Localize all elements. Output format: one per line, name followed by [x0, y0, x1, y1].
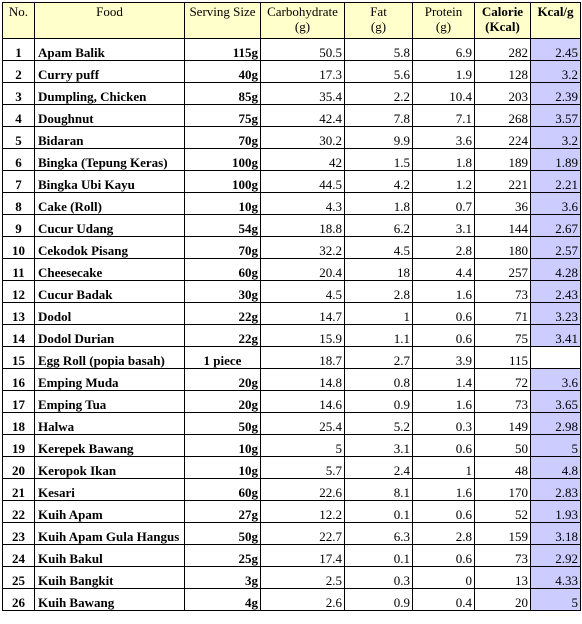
serving-size: 4g [185, 589, 261, 611]
food-name: Kuih Bawang [35, 589, 185, 611]
kcal-per-g-value: 2.39 [531, 83, 581, 105]
fat-value: 1.5 [345, 149, 413, 171]
carbohydrate-value: 14.8 [261, 369, 345, 391]
table-row [3, 391, 581, 413]
row-number: 5 [3, 127, 35, 149]
protein-value: 0.3 [413, 413, 475, 435]
table-row [3, 413, 581, 435]
table-row [3, 347, 581, 369]
kcal-per-g-value: 2.83 [531, 479, 581, 501]
header-no: No. [3, 3, 35, 39]
food-name: Dumpling, Chicken [35, 83, 185, 105]
food-name: Kuih Bakul [35, 545, 185, 567]
protein-value: 0.6 [413, 435, 475, 457]
calorie-value: 128 [475, 61, 531, 83]
carbohydrate-value: 14.7 [261, 303, 345, 325]
table-row [3, 479, 581, 501]
protein-value: 3.6 [413, 127, 475, 149]
kcal-per-g-value [531, 347, 581, 369]
row-number: 19 [3, 435, 35, 457]
header-carbohydrate [261, 3, 345, 39]
food-name: Apam Balik [35, 39, 185, 61]
calorie-value: 221 [475, 171, 531, 193]
table-row [3, 127, 581, 149]
row-number: 4 [3, 105, 35, 127]
food-name: Kerepek Bawang [35, 435, 185, 457]
food-name: Kuih Apam Gula Hangus [35, 523, 185, 545]
kcal-per-g-value: 3.6 [531, 369, 581, 391]
protein-value: 0.6 [413, 501, 475, 523]
table-row [3, 237, 581, 259]
kcal-per-g-value: 3.57 [531, 105, 581, 127]
kcal-per-g-value: 2.57 [531, 237, 581, 259]
serving-size: 100g [185, 149, 261, 171]
table-row [3, 435, 581, 457]
row-number: 21 [3, 479, 35, 501]
row-number: 3 [3, 83, 35, 105]
kcal-per-g-value: 3.23 [531, 303, 581, 325]
carbohydrate-value: 35.4 [261, 83, 345, 105]
row-number: 9 [3, 215, 35, 237]
food-name: Dodol Durian [35, 325, 185, 347]
serving-size: 10g [185, 435, 261, 457]
table-row [3, 523, 581, 545]
table-row [3, 193, 581, 215]
serving-size: 25g [185, 545, 261, 567]
serving-size: 30g [185, 281, 261, 303]
row-number: 13 [3, 303, 35, 325]
calorie-value: 170 [475, 479, 531, 501]
nutrition-table [2, 2, 581, 611]
serving-size: 10g [185, 457, 261, 479]
food-name: Bingka (Tepung Keras) [35, 149, 185, 171]
calorie-value: 48 [475, 457, 531, 479]
calorie-value: 282 [475, 39, 531, 61]
row-number: 26 [3, 589, 35, 611]
kcal-per-g-value: 2.45 [531, 39, 581, 61]
row-number: 20 [3, 457, 35, 479]
protein-value: 0.7 [413, 193, 475, 215]
fat-value: 18 [345, 259, 413, 281]
food-name: Kuih Apam [35, 501, 185, 523]
fat-value: 1.1 [345, 325, 413, 347]
header-calorie [475, 3, 531, 39]
calorie-value: 73 [475, 281, 531, 303]
protein-value: 1.6 [413, 391, 475, 413]
row-number: 18 [3, 413, 35, 435]
food-name: Keropok Ikan [35, 457, 185, 479]
carbohydrate-value: 5.7 [261, 457, 345, 479]
serving-size: 115g [185, 39, 261, 61]
carbohydrate-value: 30.2 [261, 127, 345, 149]
food-name: Bidaran [35, 127, 185, 149]
protein-value: 3.9 [413, 347, 475, 369]
serving-size: 10g [185, 193, 261, 215]
row-number: 1 [3, 39, 35, 61]
header-carbohydrate-label: Carbohydrate [267, 4, 338, 19]
fat-value: 0.9 [345, 391, 413, 413]
carbohydrate-value: 42.4 [261, 105, 345, 127]
fat-value: 2.4 [345, 457, 413, 479]
calorie-value: 189 [475, 149, 531, 171]
header-fat [345, 3, 413, 39]
fat-value: 2.8 [345, 281, 413, 303]
table-row [3, 171, 581, 193]
food-name: Curry puff [35, 61, 185, 83]
calorie-value: 50 [475, 435, 531, 457]
kcal-per-g-value: 1.89 [531, 149, 581, 171]
row-number: 15 [3, 347, 35, 369]
calorie-value: 149 [475, 413, 531, 435]
row-number: 22 [3, 501, 35, 523]
table-row [3, 501, 581, 523]
protein-value: 0.6 [413, 303, 475, 325]
calorie-value: 20 [475, 589, 531, 611]
serving-size: 1 piece [185, 347, 261, 369]
header-calorie-unit: (Kcal) [485, 19, 520, 34]
protein-value: 1.6 [413, 479, 475, 501]
carbohydrate-value: 2.6 [261, 589, 345, 611]
carbohydrate-value: 17.3 [261, 61, 345, 83]
row-number: 23 [3, 523, 35, 545]
kcal-per-g-value: 3.41 [531, 325, 581, 347]
protein-value: 0.4 [413, 589, 475, 611]
header-protein-label: Protein [424, 4, 463, 19]
fat-value: 6.2 [345, 215, 413, 237]
row-number: 12 [3, 281, 35, 303]
calorie-value: 36 [475, 193, 531, 215]
food-name: Cucur Badak [35, 281, 185, 303]
serving-size: 60g [185, 479, 261, 501]
fat-value: 0.9 [345, 589, 413, 611]
serving-size: 27g [185, 501, 261, 523]
serving-size: 22g [185, 325, 261, 347]
kcal-per-g-value: 3.18 [531, 523, 581, 545]
kcal-per-g-value: 3.2 [531, 127, 581, 149]
food-name: Cekodok Pisang [35, 237, 185, 259]
protein-value: 0 [413, 567, 475, 589]
food-name: Egg Roll (popia basah) [35, 347, 185, 369]
kcal-per-g-value: 4.28 [531, 259, 581, 281]
row-number: 24 [3, 545, 35, 567]
table-row [3, 457, 581, 479]
serving-size: 70g [185, 127, 261, 149]
calorie-value: 144 [475, 215, 531, 237]
kcal-per-g-value: 2.67 [531, 215, 581, 237]
kcal-per-g-value: 2.92 [531, 545, 581, 567]
food-name: Kuih Bangkit [35, 567, 185, 589]
fat-value: 0.1 [345, 545, 413, 567]
fat-value: 0.1 [345, 501, 413, 523]
food-name: Cake (Roll) [35, 193, 185, 215]
row-number: 10 [3, 237, 35, 259]
food-name: Emping Muda [35, 369, 185, 391]
row-number: 25 [3, 567, 35, 589]
protein-value: 1.8 [413, 149, 475, 171]
calorie-value: 180 [475, 237, 531, 259]
calorie-value: 72 [475, 369, 531, 391]
serving-size: 100g [185, 171, 261, 193]
fat-value: 6.3 [345, 523, 413, 545]
kcal-per-g-value: 3.65 [531, 391, 581, 413]
calorie-value: 159 [475, 523, 531, 545]
carbohydrate-value: 5 [261, 435, 345, 457]
carbohydrate-value: 20.4 [261, 259, 345, 281]
row-number: 17 [3, 391, 35, 413]
carbohydrate-value: 32.2 [261, 237, 345, 259]
food-name: Dodol [35, 303, 185, 325]
food-name: Bingka Ubi Kayu [35, 171, 185, 193]
header-calorie-label: Calorie [481, 4, 524, 19]
carbohydrate-value: 50.5 [261, 39, 345, 61]
table-row [3, 61, 581, 83]
calorie-value: 268 [475, 105, 531, 127]
row-number: 2 [3, 61, 35, 83]
header-row [3, 3, 581, 39]
table-header [3, 3, 581, 39]
food-name: Doughnut [35, 105, 185, 127]
table-row [3, 567, 581, 589]
fat-value: 4.2 [345, 171, 413, 193]
fat-value: 2.7 [345, 347, 413, 369]
calorie-value: 71 [475, 303, 531, 325]
calorie-value: 52 [475, 501, 531, 523]
header-protein-unit: (g) [435, 19, 452, 34]
protein-value: 1.6 [413, 281, 475, 303]
row-number: 8 [3, 193, 35, 215]
kcal-per-g-value: 4.8 [531, 457, 581, 479]
serving-size: 20g [185, 391, 261, 413]
carbohydrate-value: 42 [261, 149, 345, 171]
kcal-per-g-value: 5 [531, 435, 581, 457]
serving-size: 50g [185, 523, 261, 545]
row-number: 7 [3, 171, 35, 193]
carbohydrate-value: 18.8 [261, 215, 345, 237]
row-number: 11 [3, 259, 35, 281]
protein-value: 10.4 [413, 83, 475, 105]
serving-size: 70g [185, 237, 261, 259]
carbohydrate-value: 17.4 [261, 545, 345, 567]
row-number: 6 [3, 149, 35, 171]
serving-size: 85g [185, 83, 261, 105]
fat-value: 3.1 [345, 435, 413, 457]
carbohydrate-value: 18.7 [261, 347, 345, 369]
calorie-value: 203 [475, 83, 531, 105]
serving-size: 20g [185, 369, 261, 391]
kcal-per-g-value: 3.6 [531, 193, 581, 215]
kcal-per-g-value: 1.93 [531, 501, 581, 523]
protein-value: 3.1 [413, 215, 475, 237]
header-food: Food [35, 3, 185, 39]
table-row [3, 105, 581, 127]
calorie-value: 115 [475, 347, 531, 369]
protein-value: 1.9 [413, 61, 475, 83]
carbohydrate-value: 4.5 [261, 281, 345, 303]
kcal-per-g-value: 5 [531, 589, 581, 611]
carbohydrate-value: 22.6 [261, 479, 345, 501]
calorie-value: 73 [475, 391, 531, 413]
protein-value: 2.8 [413, 237, 475, 259]
food-name: Halwa [35, 413, 185, 435]
table-row [3, 589, 581, 611]
header-protein [413, 3, 475, 39]
fat-value: 5.6 [345, 61, 413, 83]
calorie-value: 13 [475, 567, 531, 589]
protein-value: 1.2 [413, 171, 475, 193]
table-row [3, 281, 581, 303]
header-serving-size: Serving Size [185, 3, 261, 39]
food-name: Kesari [35, 479, 185, 501]
kcal-per-g-value: 2.98 [531, 413, 581, 435]
calorie-value: 73 [475, 545, 531, 567]
table-row [3, 259, 581, 281]
header-fat-unit: (g) [370, 19, 387, 34]
calorie-value: 257 [475, 259, 531, 281]
fat-value: 5.8 [345, 39, 413, 61]
protein-value: 7.1 [413, 105, 475, 127]
table-row [3, 83, 581, 105]
fat-value: 7.8 [345, 105, 413, 127]
calorie-value: 224 [475, 127, 531, 149]
serving-size: 50g [185, 413, 261, 435]
fat-value: 9.9 [345, 127, 413, 149]
fat-value: 1.8 [345, 193, 413, 215]
table-row [3, 369, 581, 391]
serving-size: 60g [185, 259, 261, 281]
table-row [3, 215, 581, 237]
protein-value: 6.9 [413, 39, 475, 61]
protein-value: 1.4 [413, 369, 475, 391]
carbohydrate-value: 25.4 [261, 413, 345, 435]
carbohydrate-value: 44.5 [261, 171, 345, 193]
food-name: Cucur Udang [35, 215, 185, 237]
protein-value: 0.6 [413, 545, 475, 567]
table-row [3, 325, 581, 347]
table-body [3, 39, 581, 611]
protein-value: 0.6 [413, 325, 475, 347]
kcal-per-g-value: 3.2 [531, 61, 581, 83]
fat-value: 4.5 [345, 237, 413, 259]
fat-value: 5.2 [345, 413, 413, 435]
kcal-per-g-value: 2.21 [531, 171, 581, 193]
fat-value: 8.1 [345, 479, 413, 501]
food-name: Emping Tua [35, 391, 185, 413]
serving-size: 40g [185, 61, 261, 83]
kcal-per-g-value: 2.43 [531, 281, 581, 303]
protein-value: 2.8 [413, 523, 475, 545]
carbohydrate-value: 22.7 [261, 523, 345, 545]
fat-value: 0.8 [345, 369, 413, 391]
food-name: Cheesecake [35, 259, 185, 281]
carbohydrate-value: 12.2 [261, 501, 345, 523]
calorie-value: 75 [475, 325, 531, 347]
fat-value: 0.3 [345, 567, 413, 589]
serving-size: 75g [185, 105, 261, 127]
carbohydrate-value: 4.3 [261, 193, 345, 215]
kcal-per-g-value: 4.33 [531, 567, 581, 589]
fat-value: 1 [345, 303, 413, 325]
serving-size: 22g [185, 303, 261, 325]
protein-value: 1 [413, 457, 475, 479]
row-number: 16 [3, 369, 35, 391]
carbohydrate-value: 2.5 [261, 567, 345, 589]
carbohydrate-value: 14.6 [261, 391, 345, 413]
table-row [3, 149, 581, 171]
header-kcal-per-g: Kcal/g [531, 3, 581, 39]
row-number: 14 [3, 325, 35, 347]
table-row [3, 39, 581, 61]
header-carbohydrate-unit: (g) [294, 19, 311, 34]
serving-size: 54g [185, 215, 261, 237]
table-row [3, 545, 581, 567]
protein-value: 4.4 [413, 259, 475, 281]
fat-value: 2.2 [345, 83, 413, 105]
header-fat-label: Fat [370, 4, 387, 19]
table-row [3, 303, 581, 325]
serving-size: 3g [185, 567, 261, 589]
carbohydrate-value: 15.9 [261, 325, 345, 347]
